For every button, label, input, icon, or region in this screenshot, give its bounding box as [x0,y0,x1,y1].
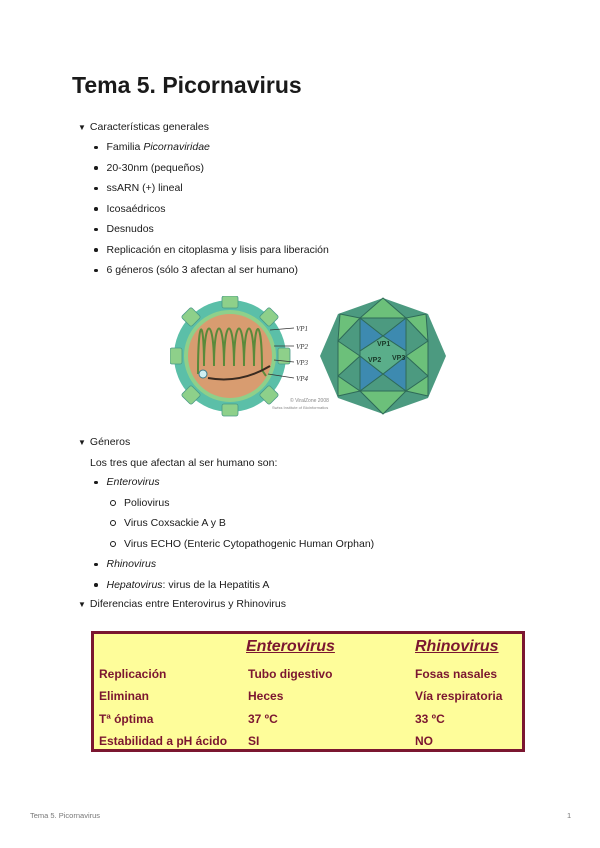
list-item: Virus ECHO (Enteric Cytopathogenic Human Orphan) [94,534,374,555]
generos-intro: Los tres que afectan al ser humano son: [90,457,278,469]
page-title: Tema 5. Picornavirus [72,72,302,98]
list-item: 20-30nm (pequeños) [94,158,329,179]
bullet-icon [94,248,98,252]
circle-bullet-icon [110,500,116,506]
face-label-vp2: VP2 [368,357,382,364]
header-rhinovirus: Rhinovirus [415,638,499,655]
triangle-down-icon: ▼ [78,437,86,447]
bullet-icon [94,166,98,170]
generos-list [94,472,374,595]
bullet-icon [94,228,98,232]
bullet-icon [94,207,98,211]
list-item: 6 géneros (sólo 3 afectan al ser humano) [94,260,329,281]
bullet-icon [94,583,98,587]
bullet-icon [94,481,98,485]
comparison-table: Enterovirus Rhinovirus Replicación Tubo digestivo Fosas nasales Eliminan Heces Vía respiratoria Tª óptima 37 ºC 33 ºC Estabilidad a pH ácido SI NO [91,631,525,752]
list-item: Replicación en citoplasma y lisis para liberación [94,240,329,261]
list-item: Virus Coxsackie A y B [94,513,374,534]
list-item: Hepatovirus : virus de la Hepatitis A [94,575,374,596]
face-label-vp1: VP1 [377,341,391,348]
label-vp1: VP1 [296,325,309,333]
list-item: Desnudos [94,219,329,240]
icosahedral-capsid [320,298,446,414]
list-item: Enterovirus [94,472,374,493]
toggle-label: Diferencias entre Enterovirus y Rhinovirus [89,598,287,610]
header-enterovirus: Enterovirus [246,638,335,655]
toggle-caracteristicas[interactable] [78,121,209,133]
list-item: Icosaédricos [94,199,329,220]
list-item: Poliovirus [94,493,374,514]
label-vp3: VP3 [296,359,309,367]
list-item: ssARN (+) lineal [94,178,329,199]
capsid-cross-section [170,296,290,416]
bullet-icon [94,563,98,567]
toggle-diferencias[interactable] [78,598,286,610]
list-item: Rhinovirus [94,554,374,575]
toggle-label: Características generales [89,121,209,133]
toggle-label: Géneros [89,436,131,448]
figure-credit-2: Swiss Institute of Bioinformatics [272,405,329,410]
triangle-down-icon: ▼ [78,122,86,132]
face-label-vp3: VP3 [392,355,406,362]
caracteristicas-list [94,137,329,281]
bullet-icon [94,146,98,150]
toggle-generos[interactable] [78,436,130,448]
picornavirus-diagram [170,296,450,420]
figure-credit: © ViralZone 2008 [290,398,329,404]
bullet-icon [94,269,98,273]
label-vp2: VP2 [296,343,309,351]
circle-bullet-icon [110,520,116,526]
bullet-icon [94,187,98,191]
circle-bullet-icon [110,541,116,547]
list-item: Familia Picornaviridae [94,137,329,158]
footer-title: Tema 5. Picornavirus [30,811,101,820]
footer-page-number: 1 [567,811,572,820]
label-vp4: VP4 [296,375,309,383]
triangle-down-icon: ▼ [78,599,86,609]
